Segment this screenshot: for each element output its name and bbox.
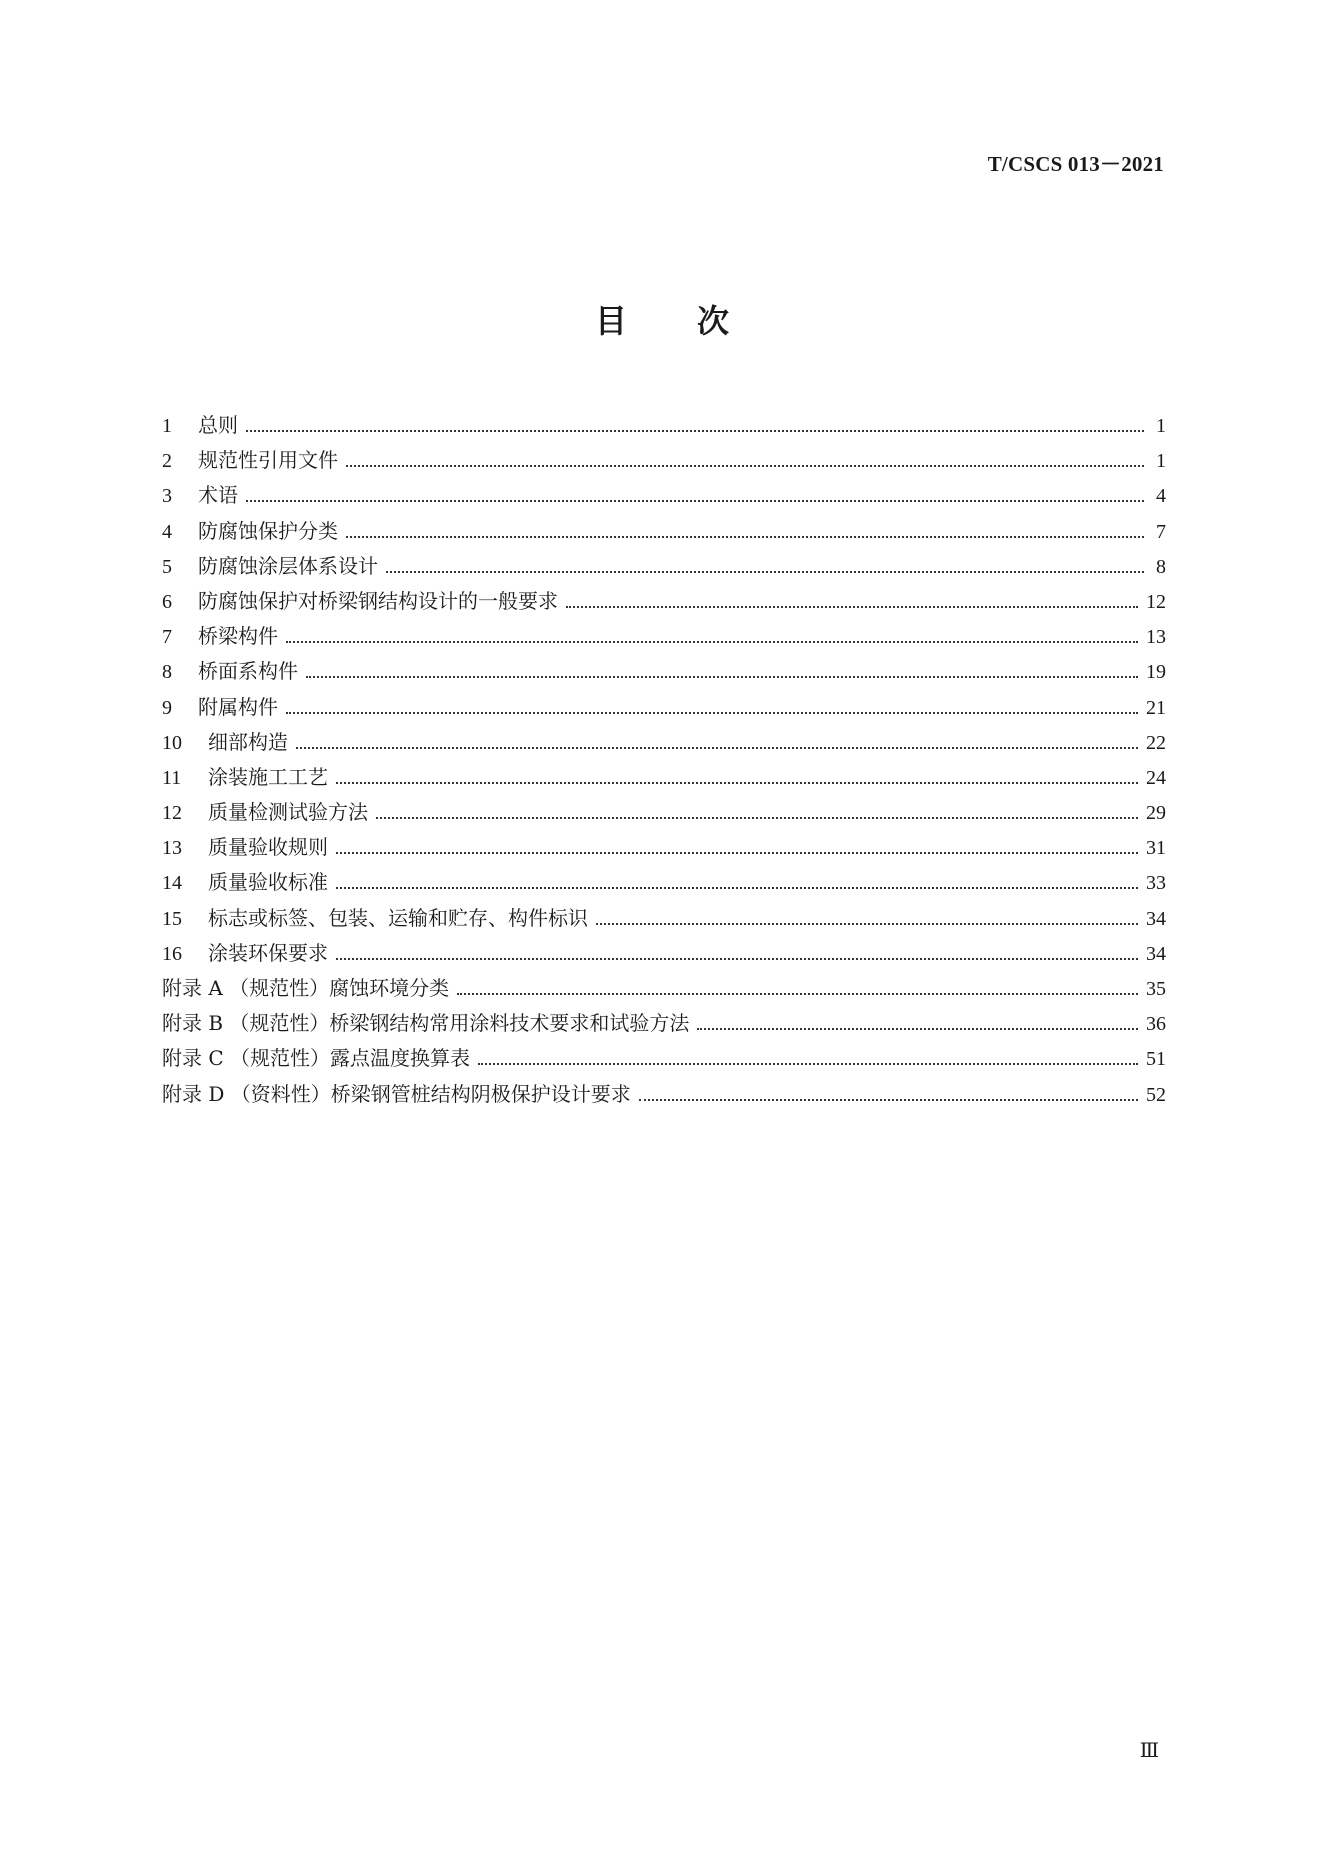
toc-appendix-label: 附录 C （规范性）露点温度换算表 [162, 1046, 471, 1071]
toc-entry[interactable] [162, 514, 1166, 549]
dot-leader [286, 641, 1138, 643]
toc-entry-label: 涂装施工工艺 [208, 764, 328, 789]
toc-entry[interactable] [162, 408, 1166, 443]
toc-entry-number: 9 [162, 696, 172, 719]
toc-entry[interactable] [162, 725, 1166, 760]
toc-appendix-entry[interactable] [162, 1006, 1166, 1041]
dot-leader [296, 747, 1138, 749]
toc-entry-number: 5 [162, 555, 172, 578]
toc-entry-label: 总则 [198, 413, 238, 437]
toc-entry-number: 13 [162, 837, 182, 860]
dot-leader [478, 1063, 1138, 1065]
toc-entry[interactable] [162, 760, 1166, 795]
toc-entry-number: 14 [162, 872, 182, 895]
dot-leader [306, 676, 1138, 678]
toc-entry-number: 2 [162, 450, 172, 473]
dot-leader [246, 430, 1144, 432]
toc-entry-page: 36 [1146, 1013, 1166, 1036]
dot-leader [286, 712, 1138, 714]
dot-leader [566, 606, 1138, 608]
toc-entry-page: 34 [1146, 942, 1166, 965]
page-title: 目次 [594, 302, 799, 340]
dot-leader [336, 782, 1138, 784]
toc-appendix-label: 附录 B （规范性）桥梁钢结构常用涂料技术要求和试验方法 [162, 1011, 690, 1036]
toc-entry-page: 4 [1156, 485, 1166, 508]
toc-entry-page: 31 [1146, 837, 1166, 860]
toc-entry-page: 33 [1146, 872, 1166, 895]
toc-entry-label: 术语 [198, 483, 238, 508]
dot-leader [336, 852, 1138, 854]
document-code: T/CSCS 013－2021 [987, 152, 1164, 176]
toc-entry[interactable] [162, 936, 1166, 971]
toc-entry-label: 规范性引用文件 [198, 448, 338, 473]
toc-entry-label: 桥梁构件 [198, 624, 278, 649]
toc-entry[interactable] [162, 830, 1166, 865]
toc-entry[interactable] [162, 619, 1166, 654]
toc-entry-page: 21 [1146, 696, 1166, 719]
toc-entry-page: 1 [1156, 415, 1166, 437]
toc-entry-number: 7 [162, 626, 172, 649]
dot-leader [336, 958, 1138, 960]
toc-entry[interactable] [162, 795, 1166, 830]
toc-entry-label: 附属构件 [198, 694, 278, 719]
toc-entry-page: 19 [1146, 661, 1166, 684]
toc-entry-page: 35 [1146, 978, 1166, 1000]
toc-entry-label: 防腐蚀保护对桥梁钢结构设计的一般要求 [198, 588, 558, 613]
table-of-contents [162, 408, 1166, 1112]
toc-entry-page: 22 [1146, 731, 1166, 754]
toc-entry-label: 标志或标签、包装、运输和贮存、构件标识 [208, 905, 588, 930]
toc-entry-label: 防腐蚀涂层体系设计 [198, 553, 378, 578]
toc-entry-page: 8 [1156, 555, 1166, 578]
toc-entry-label: 防腐蚀保护分类 [198, 518, 338, 543]
dot-leader [457, 993, 1138, 995]
toc-entry[interactable] [162, 901, 1166, 936]
toc-appendix-label: 附录 D （资料性）桥梁钢管桩结构阴极保护设计要求 [162, 1081, 631, 1106]
toc-entry-number: 12 [162, 802, 182, 825]
toc-appendix-entry[interactable] [162, 1041, 1166, 1076]
toc-entry[interactable] [162, 690, 1166, 725]
toc-entry[interactable] [162, 549, 1166, 584]
toc-entry-number: 8 [162, 661, 172, 684]
toc-entry[interactable] [162, 478, 1166, 513]
dot-leader [246, 500, 1144, 502]
toc-entry-page: 51 [1146, 1048, 1166, 1071]
toc-entry-number: 3 [162, 485, 172, 508]
dot-leader [336, 887, 1138, 889]
toc-entry-number: 16 [162, 942, 182, 965]
toc-entry-label: 细部构造 [208, 729, 288, 754]
toc-entry-label: 质量检测试验方法 [208, 800, 368, 825]
toc-appendix-entry[interactable] [162, 971, 1166, 1006]
toc-entry[interactable] [162, 654, 1166, 689]
dot-leader [386, 571, 1144, 573]
toc-entry[interactable] [162, 584, 1166, 619]
toc-entry-label: 桥面系构件 [198, 659, 298, 684]
toc-entry-page: 7 [1156, 520, 1166, 543]
toc-entry-number: 1 [162, 415, 172, 437]
toc-entry-page: 12 [1146, 590, 1166, 613]
toc-entry-page: 1 [1156, 450, 1166, 473]
toc-entry-page: 24 [1146, 766, 1166, 789]
toc-entry-number: 6 [162, 590, 172, 613]
toc-entry-label: 质量验收规则 [208, 835, 328, 860]
toc-entry[interactable] [162, 865, 1166, 900]
dot-leader [697, 1028, 1138, 1030]
dot-leader [376, 817, 1138, 819]
toc-entry-label: 涂装环保要求 [208, 940, 328, 965]
toc-entry-number: 15 [162, 907, 182, 930]
toc-appendix-label: 附录 A （规范性）腐蚀环境分类 [162, 976, 450, 1000]
toc-entry-page: 52 [1146, 1083, 1166, 1106]
toc-entry-label: 质量验收标准 [208, 870, 328, 895]
toc-entry-number: 4 [162, 520, 172, 543]
page-number: Ⅲ [1139, 1740, 1159, 1762]
dot-leader [346, 536, 1144, 538]
toc-entry-number: 11 [162, 766, 182, 789]
dot-leader [346, 465, 1144, 467]
dot-leader [639, 1099, 1138, 1101]
toc-entry-page: 29 [1146, 802, 1166, 825]
toc-appendix-entry[interactable] [162, 1077, 1166, 1112]
toc-entry-page: 34 [1146, 907, 1166, 930]
toc-entry[interactable] [162, 443, 1166, 478]
dot-leader [596, 923, 1138, 925]
toc-entry-number: 10 [162, 731, 182, 754]
toc-entry-page: 13 [1146, 626, 1166, 649]
